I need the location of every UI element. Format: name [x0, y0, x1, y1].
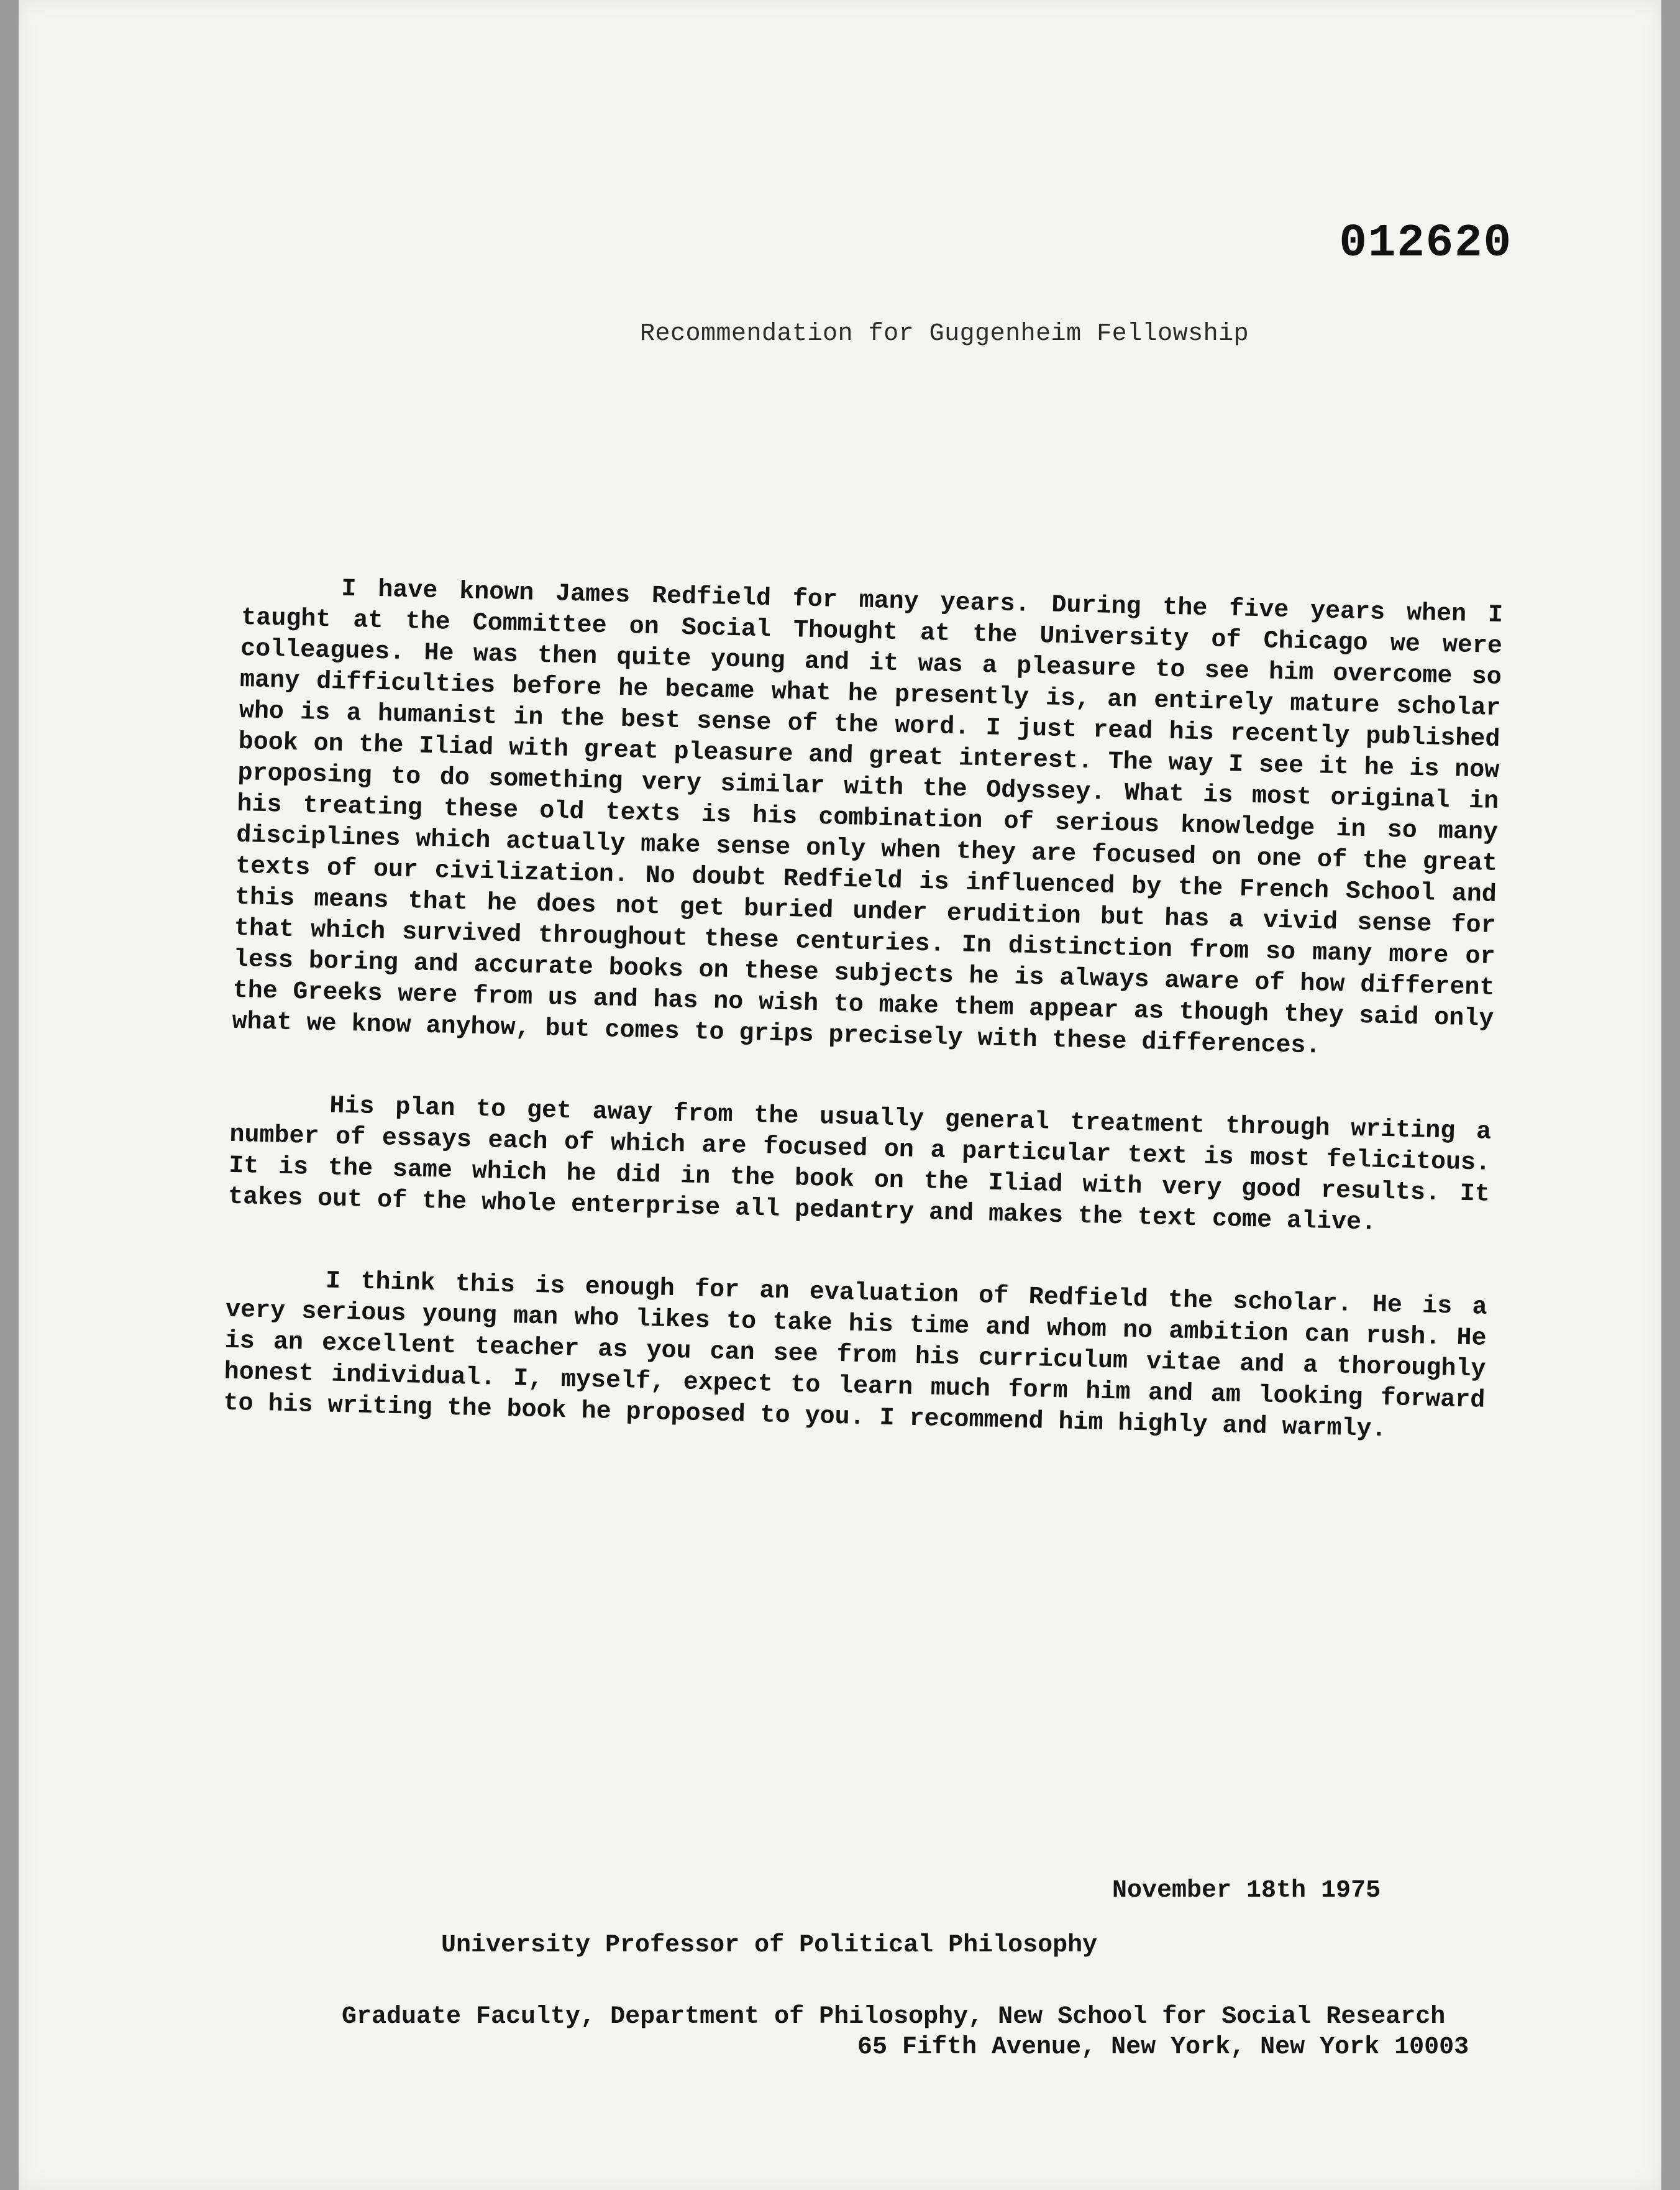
- document-number: 012620: [1339, 218, 1512, 270]
- author-faculty: Graduate Faculty, Department of Philosophy, New School for Social Research: [342, 2003, 1446, 2031]
- signature-block: [19, 1877, 1661, 2063]
- body-paragraph-1: I have known James Redfield for many years. During the five years when I taught at the Committee on Social Thought at the University of Chicago we were colleagues. He was then quite young and it was a pleasure to see him overcome so many difficulties before he became what he presently is, an entirely mature scholar who is a humanist in the best sense of the word. I just read his recently published book on the Iliad with great pleasure and great interest. The way I see it he is now proposing to do something very similar with the Odyssey. What is most original in his treating these old texts is his combination of serious knowledge in so many disciplines which actually make sense only when they are focused on one of the great texts of our civilization. No doubt Redfield is influenced by the French School and this means that he does not get buried under erudition but has a vivid sense for that which survived throughout these centuries. In distinction from so many more or less boring and accurate books on these subjects he is always aware of how different the Greeks were from us and has no wish to make them appear as though they said only what we know anyhow, but comes to grips precisely with these differences.: [232, 575, 1504, 1061]
- letter-page: [19, 0, 1661, 2190]
- body-paragraph-2: His plan to get away from the usually general treatment through writing a number of essays each of which are focused on a particular text is most felicitous. It is the same which he did in the book on the Iliad with very good results. It takes out of the whole enterprise all pedantry and makes the text come alive.: [227, 1092, 1492, 1237]
- author-position: University Professor of Political Philosophy: [441, 1931, 1098, 1959]
- document-title: Recommendation for Guggenheim Fellowship: [640, 320, 1249, 348]
- body-paragraph-3: I think this is enough for an evaluation of Redfield the scholar. He is a very serious young man who likes to take his time and whom no ambition can rush. He is an excellent teacher as you can see from his curriculum vitae and a thoroughly honest individual. I, myself, expect to learn much form him and am looking forward to his writing the book he proposed to you. I recommend him highly and warmly.: [223, 1267, 1488, 1444]
- author-address: 65 Fifth Avenue, New York, New York 10003: [857, 2033, 1469, 2061]
- letter-body: [222, 572, 1503, 1499]
- letter-date: November 18th 1975: [1112, 1877, 1381, 1905]
